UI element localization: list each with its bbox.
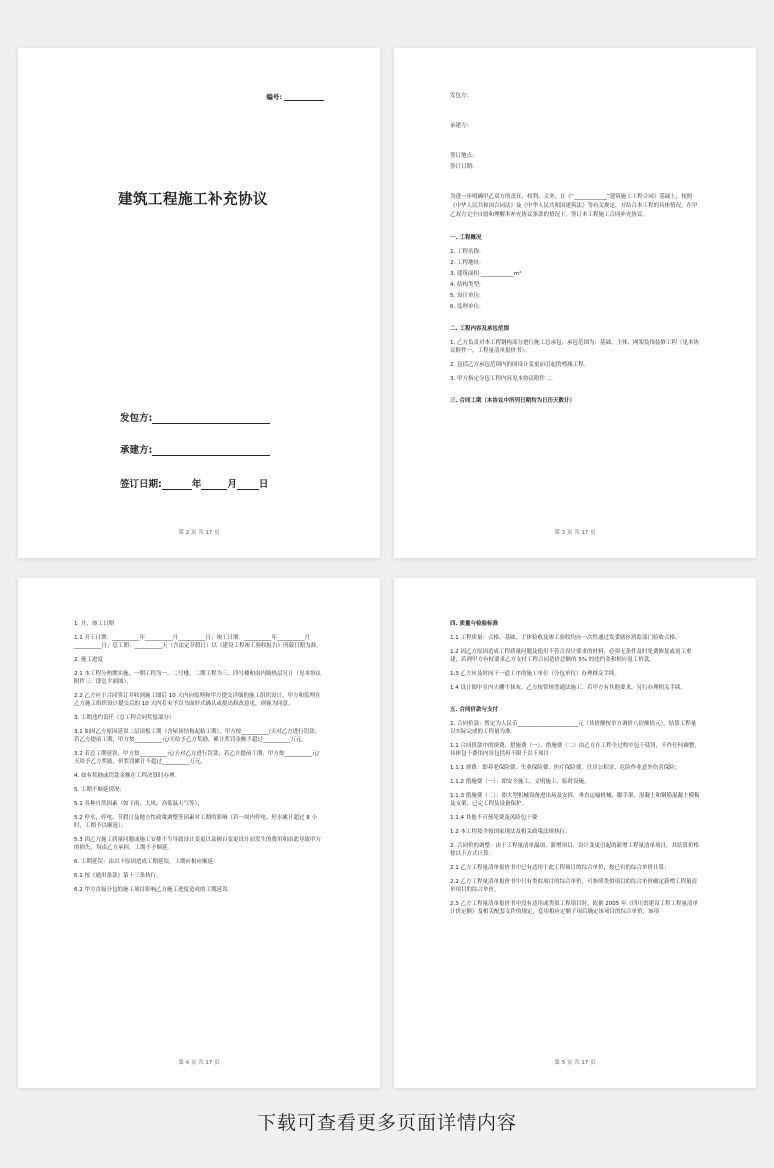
sign-date-label: 签订日期: [120, 479, 162, 490]
page-body [74, 620, 324, 900]
paragraph: 5. 设计单位: [450, 293, 481, 299]
paragraph: 5.3 因乙方施工质量问题或施工安排不当导致设计变更以及擅自变更设计而发生的费用和由此导致甲方的损失，均由乙方承担，工期不予顺延。 [74, 837, 321, 851]
document-title: 建筑工程施工补充协议 [118, 192, 268, 208]
paragraph: 1.1.3 措施费（二）：即大型机械设备进出场及安拆，垂直运输机械、脚手架，混凝土和钢筋混凝土模板及支架，已完工程及设备保护。 [450, 793, 700, 807]
section-heading: 四. 质量与检验标准 [450, 621, 499, 627]
paragraph: 签订日期: [450, 164, 474, 170]
paragraph: 1.1.2 措施费（一）：即安全施工、文明施工、临时设施。 [450, 779, 590, 785]
paragraph: 2.1 乙方工程量清单报价书中已有适用于此工程项目的综合单价，按已有的综合单价计算； [450, 865, 670, 871]
paragraph: 1.1 合同价款中的规费、措施费（一）、措施费（二）由乙方在工程全过程中包干使用，不作任何调整，具体包干费用内容包括但不限于以下项目： [450, 743, 700, 757]
paragraph: 2.2 乙方应于合同签订并收到施工图后 10 天内向监理和甲方提交详细的施工组织设计，甲方和监理在乙方施工组织设计提交后的 10 天内若未予以书面形式确认或提出修改意见，则视为同意。 [74, 693, 321, 707]
paragraph: 1.1.1 规费：即养老保险费、失业保险费、医疗保险费、住房公积金、危险作业意外伤害保险； [450, 765, 681, 771]
paragraph: 2.2 乙方工程量清单报价书中只有类似项目的综合单价，可参照类似项目的综合单价确定新增工程量清单项目的综合单价。 [450, 879, 697, 893]
document-page-4 [394, 578, 756, 1088]
contract-number-field [266, 92, 324, 101]
section-heading: 二. 工程内容及承包范围 [450, 326, 510, 332]
month-blank [201, 479, 227, 490]
paragraph: 4. 结构类型: [450, 282, 481, 288]
party-b-blank [152, 445, 270, 456]
paragraph: 3. 建筑面积:____________m² [450, 271, 522, 277]
paragraph: 1.4 设计图中室内天棚不抹灰，乙方按常规普通法施工，若甲方有其他要求，另行办理相关手续。 [450, 685, 686, 691]
contract-number-blank [284, 93, 324, 101]
day-blank [237, 479, 259, 490]
paragraph: 发包方: [450, 93, 469, 99]
paragraph: 3. 甲方指定分包工程内容见本协议附件二。 [450, 376, 556, 382]
section-heading: 五. 合同价款与支付 [450, 707, 499, 713]
paragraph: 5. 工期不顺延情况： [74, 787, 125, 793]
page-number: 第 4 页 共 17 页 [178, 1060, 220, 1066]
paragraph: 4. 如有奖励或罚款金额在工程决算时办理。 [74, 773, 180, 779]
paragraph: 1. 乙方负责对本工程钢构部分进行施工总承包，承包范围为：基础、主体、网架装饰装修工程（见本协议附件一，工程量清单报价书）。 [450, 340, 699, 354]
party-b-label: 承建方: [120, 445, 153, 456]
paragraph: 1. 合同价款：暂定为人民币______________________元（其价额按单方调价八倍额拾元），结算工程量以实际完成的工程量为准。 [450, 721, 697, 735]
document-page-cover [18, 48, 380, 558]
page-number: 第 3 页 共 17 页 [554, 530, 596, 536]
year-label: 年 [191, 479, 202, 490]
party-a-blank [152, 413, 270, 424]
paragraph: 签订地点: [450, 153, 474, 159]
section-heading: 三. 合同工期（本协议中所列日期均为日历天数计） [450, 398, 576, 404]
party-b-field [120, 442, 270, 456]
paragraph: 2. 施工进度 [74, 657, 103, 663]
paragraph: 1.3 乙方应及时向下一道工序的施工单位（分包单位）办理移交手续。 [450, 671, 620, 677]
party-a-label: 发包方: [120, 413, 153, 424]
paragraph: 为进一步明确甲乙双方的责任、权利、义务，在《“____________”建筑施工工程合同》基础上，按照《中华人民共和国合同法》及《中华人民共和国建筑法》等有关规定，并结合本工程的具体情况，在甲乙双方完全自愿和理解本补充协议条款的情况下，签订本工程施工合同补充协议。 [450, 194, 698, 218]
section-heading: 一. 工程概况 [450, 235, 482, 241]
paragraph: 5.2 停水、停电、节假日及地方性政策调整等因素对工期的影响（若一周内停电、停水累计超过 8 小时，工期予以顺延）； [74, 815, 317, 829]
paragraph: 1.2 本工程按全按国家现法及相关政策法规执行。 [450, 829, 571, 835]
paragraph: 1.1.4 其他不可预见费及风险包干费 [450, 815, 538, 821]
paragraph: 1.1 工程质量：合格。基础、主体验收及竣工验收均应一次性通过发委辖区质监部门验收合格。 [450, 635, 681, 641]
page-body [450, 92, 700, 411]
paragraph: 3. 工期违约责任（总工程合同奖惩部分） [74, 715, 175, 721]
paragraph: 6.2 甲方直接分包的施工项目影响乙方施工进度造成的工期延误。 [74, 887, 233, 893]
paragraph: 承建方: [450, 123, 469, 129]
year-blank [162, 479, 192, 490]
page-number: 第 5 页 共 17 页 [554, 1060, 596, 1066]
paragraph: 2. 包括乙方承包范围内的国设计变更而引起的增减工程。 [450, 362, 589, 368]
document-page-2 [394, 48, 756, 558]
paragraph: 6. 监理单位: [450, 304, 481, 310]
month-label: 月 [227, 479, 237, 490]
contract-number-label: 编号: [266, 93, 282, 101]
paragraph: 1. 工程名称: [450, 249, 481, 255]
paragraph: 2.1 本工程分两期实施，一期工程为一、二号楼，二期工程为三、四号楼和南内隔热层另计（见本协议附件三：即总平面图）。 [74, 671, 321, 685]
paragraph: 2.3 乙方工程量清单报价书中没有适用或类似工程项目时，依据 2005 年《四川省建设工程工程量清单计价定额》及相关配套文件的规定，套用相应定额子项后确定该项目的综合单价，该项 [450, 901, 698, 915]
paragraph: 6.1 按《通用条款》第十三条执行。 [74, 873, 162, 879]
download-more-link[interactable]: 下载可查看更多页面详情内容 [256, 1112, 517, 1134]
page-number: 第 2 页 共 17 页 [178, 530, 220, 536]
party-a-field [120, 410, 270, 424]
paragraph: 3.1 如因乙方原因延误二层顶板工期（含屋顶结构起始工期），甲方按__________/天对乙方进行罚款；若乙方提前工期，甲方按__________元/天给予乙方奖励，累计奖罚金额不超过__________万元。 [74, 729, 321, 743]
paragraph: 1. 开、竣工日期 [74, 621, 114, 627]
paragraph: 2. 合同价的调整：由于工程量清单漏项、新增项目、设计变更引起的新增工程量清单项目，其结算价格按以下方式计算： [450, 843, 699, 857]
sign-date-field [120, 476, 268, 490]
paragraph: 1.1 开工日期：__________年__________月__________日；竣工日期：__________年__________月__________日；总工期：__________天（含法定节假日）以《建设工程竣工验收报告》所载日期为准。 [74, 635, 322, 649]
page-body [450, 620, 700, 922]
paragraph: 5.1 各种自然因素（如下雨、大风、高低温天气等）； [74, 801, 203, 807]
paragraph: 3.2 若总工期延误，甲方按__________元/天对乙方进行罚款；若乙方提前工期，甲方按__________元/天给予乙方奖励，但奖罚累计不超过__________万元。 [74, 751, 320, 765]
day-label: 日 [258, 479, 269, 490]
paragraph: 2. 工程地址: [450, 260, 481, 266]
paragraph: 1.2 因乙方原因造成工程质量问题及使用不符合设计要求的材料，必须无条件及时免费修复或返工重建，若则甲方有权要求乙方支付工程合同造价总额的 5% 的违约金和相应返工价款。 [450, 649, 692, 663]
paragraph: 6. 工期延误：由以下原因造成工期延误，工期应相应顺延： [74, 859, 219, 865]
document-page-3 [18, 578, 380, 1088]
